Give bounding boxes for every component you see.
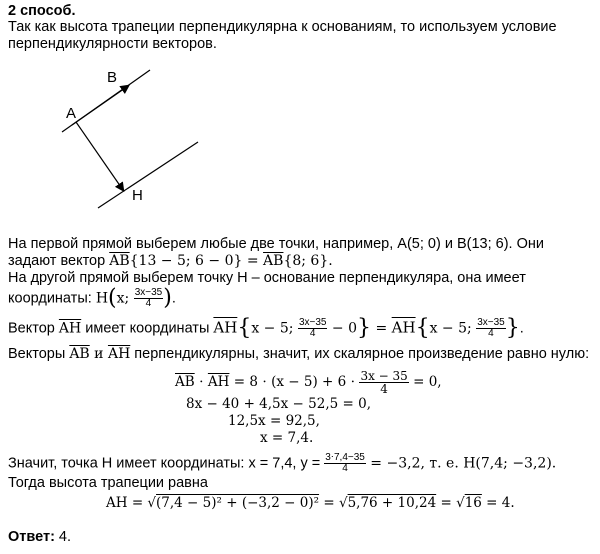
vector-ah: $\overline{AH}$: [58, 320, 82, 337]
answer-line: [8, 529, 71, 546]
root-1: (7,4 − 5)² + (−3,2 − 0)²: [156, 495, 320, 511]
p3-part-1: x − 5;: [251, 320, 298, 337]
vector-ab: $\overline{AB}$: [109, 253, 130, 269]
arrow-ah: [76, 122, 123, 190]
answer-value: 4.: [54, 529, 72, 545]
p4-conj: и: [89, 346, 108, 362]
p5-fraction: $\frac{3\cdot 7,4-35}{4}$: [325, 452, 365, 474]
p3-eq: =: [371, 320, 392, 337]
p5-line: [8, 453, 556, 474]
p4-text-2: перпендикулярны, значит, их скалярное произведение равно нулю:: [130, 346, 590, 362]
calc-eq-3: 12,5x = 92,5,: [228, 413, 320, 429]
answer-label: Ответ:: [8, 529, 55, 545]
p3-text: Вектор: [8, 320, 59, 337]
vector-ab-2: $\overline{AB}$: [263, 253, 284, 269]
calc-fraction: $\frac{3x - 35}{4}$: [360, 369, 408, 396]
p5-text: Значит, точка H имеет координаты: x = 7,4, y =: [8, 455, 325, 472]
heading: 2 способ.: [8, 3, 76, 19]
p5-result: = −3,2, т. е. H(7,4; −3,2).: [365, 455, 557, 472]
p2-h-x: x;: [116, 290, 134, 307]
arrow-ab: [72, 86, 128, 125]
p4-text: Векторы: [8, 346, 70, 362]
p3-text-2: имеет координаты: [81, 320, 214, 337]
calc-eq-1: $\overline{AB} \cdot \overline{AH} = 8 \cdot (x - 5) + 6$ ⋅ $\frac{3x - 35}{4}$ = 0,: [175, 369, 442, 396]
root-3: 16: [464, 495, 482, 511]
calc-vector-ab: $\overline{AB}$: [175, 374, 195, 390]
calc-eq-4: x = 7,4.: [260, 430, 314, 446]
vector-ab-3: $\overline{AB}$: [69, 346, 90, 362]
p2-text: координаты:: [8, 290, 96, 307]
point-h: H: [95, 290, 109, 307]
vector-ah-2: $\overline{AH}$: [213, 318, 238, 337]
p6-formula: AH = √(7,4 − 5)² + (−3,2 − 0)² = √5,76 + 10,24 = √16 = 4.: [106, 495, 515, 511]
vector-ah-4: $\overline{AH}$: [107, 346, 131, 362]
p2-line-2: координаты: H(x; $\frac{3x-35}{4}$ ).: [8, 285, 176, 311]
p1-coords-2: {8; 6}.: [283, 253, 333, 269]
calc-eq-2: 8x − 40 + 4,5x − 52,5 = 0,: [186, 396, 371, 412]
p3-fraction-2: $\frac{3x-35}{4}$: [477, 317, 505, 339]
p3-fraction-1: $\frac{3x-35}{4}$: [298, 317, 327, 339]
p3-part-3: x − 5;: [429, 320, 477, 337]
intro-line-1: Так как высота трапеции перпендикулярна к основаниям, то используем условие: [8, 19, 557, 35]
p1-text: задают вектор: [8, 253, 110, 269]
p4-line: [8, 346, 589, 363]
p1-coords-1: {13 − 5; 6 − 0} =: [129, 253, 264, 269]
p6-line: Тогда высота трапеции равна: [8, 475, 208, 491]
label-b: B: [107, 69, 118, 86]
calc-vector-ah: $\overline{AH}$: [207, 374, 230, 390]
p3-line: Вектор $\overline{AH}$ имеет координаты $\overline{AH}\{x - 5$; $\frac{3x-35}{4}$ − $0\} = \overline{AH}\{x - 5$; $\frac{3x-35}{4}$ }.: [8, 315, 524, 341]
p2-line-1: На другой прямой выберем точку H – основание перпендикуляра, она имеет: [8, 270, 526, 286]
p1-line-2: [8, 253, 333, 270]
intro-line-2: перпендикулярности векторов.: [8, 36, 217, 52]
label-h: H: [132, 187, 143, 204]
p3-part-2: − 0: [327, 320, 358, 337]
vector-ah-3: $\overline{AH}$: [391, 318, 416, 337]
p2-fraction: $\frac{3x-35}{4}$: [134, 287, 163, 309]
trapezoid-diagram: [0, 60, 230, 220]
label-a: A: [66, 105, 77, 122]
root-2: 5,76 + 10,24: [347, 495, 437, 511]
p1-line-1: На первой прямой выберем любые две точки, например, A(5; 0) и B(13; 6). Они: [8, 236, 544, 252]
